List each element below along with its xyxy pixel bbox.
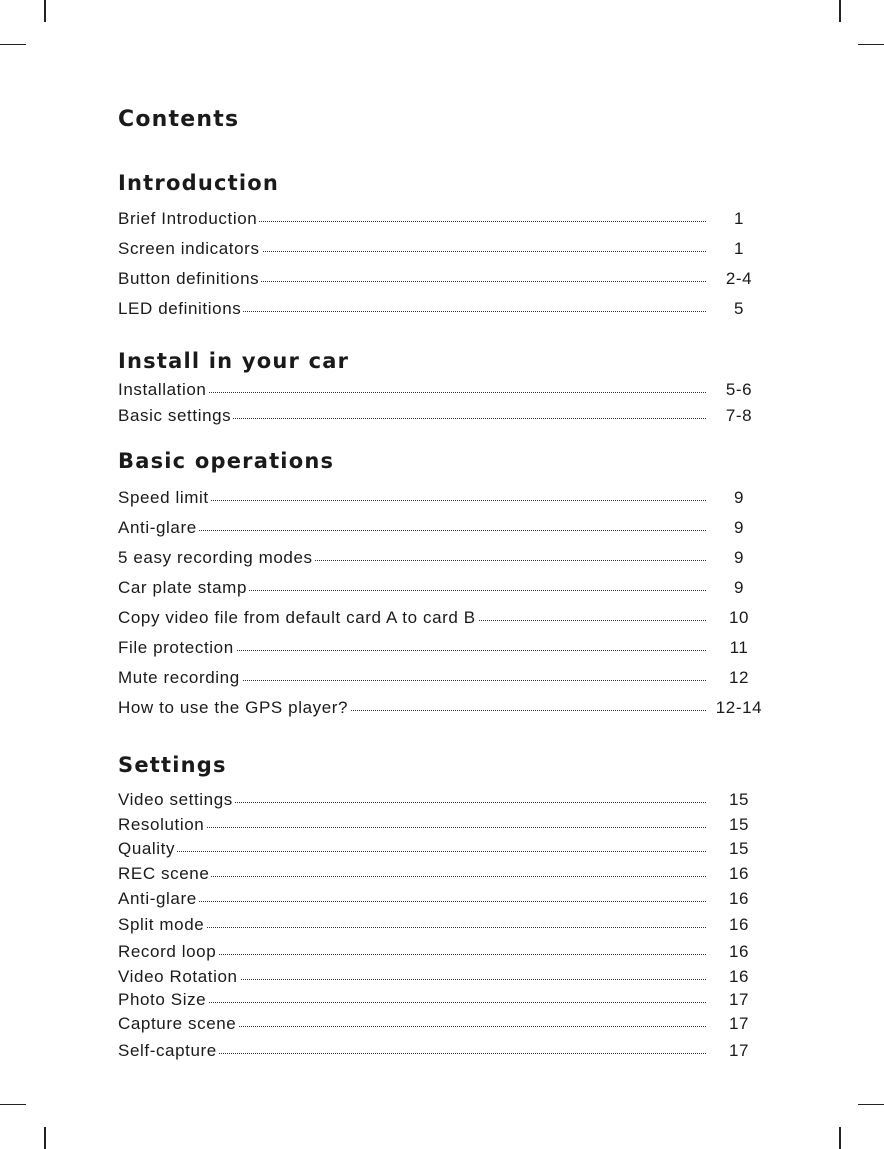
toc-entry-label: Photo Size xyxy=(118,990,207,1009)
toc-entry-page: 2-4 xyxy=(725,269,753,288)
leader-dots xyxy=(118,901,706,902)
toc-entry-label: Car plate stamp xyxy=(118,578,247,597)
toc-entry[interactable] xyxy=(118,208,768,230)
toc-entry-page: 16 xyxy=(728,889,750,908)
toc-entry-page: 16 xyxy=(728,942,750,961)
toc-entry-label: Anti-glare xyxy=(118,518,197,537)
toc-entry[interactable] xyxy=(118,637,768,659)
toc-entry-page: 9 xyxy=(733,578,745,597)
toc-entry-label: Self-capture xyxy=(118,1041,217,1060)
toc-entry-label: Copy video file from default card A to card B xyxy=(118,608,476,627)
section-heading-basic-operations: Basic operations xyxy=(118,449,335,473)
toc-entry-label: File protection xyxy=(118,638,234,657)
toc-entry-label: Split mode xyxy=(118,915,205,934)
section-heading-install: Install in your car xyxy=(118,349,350,373)
toc-entry-label: Screen indicators xyxy=(118,239,260,258)
toc-entry[interactable] xyxy=(118,966,768,988)
crop-mark-top-left-h xyxy=(0,44,26,45)
toc-entry-page: 15 xyxy=(728,790,750,809)
toc-entry[interactable] xyxy=(118,1013,768,1035)
toc-entry-page: 1 xyxy=(733,209,745,228)
crop-mark-bottom-right-h xyxy=(858,1104,884,1105)
toc-entry-label: Video Rotation xyxy=(118,967,238,986)
crop-mark-bottom-left xyxy=(44,1127,46,1149)
section-heading-settings: Settings xyxy=(118,753,227,777)
toc-entry-page: 17 xyxy=(728,1014,750,1033)
toc-entry-label: Capture scene xyxy=(118,1014,237,1033)
toc-entry[interactable] xyxy=(118,989,768,1011)
toc-entry-label: Button definitions xyxy=(118,269,260,288)
toc-entry-page: 16 xyxy=(728,915,750,934)
toc-entry-label: Record loop xyxy=(118,942,217,961)
toc-entry-label: REC scene xyxy=(118,864,210,883)
toc-entry-page: 15 xyxy=(728,839,750,858)
crop-mark-top-left xyxy=(44,0,46,22)
toc-entry-label: Video settings xyxy=(118,790,233,809)
page-title: Contents xyxy=(118,107,240,132)
leader-dots xyxy=(118,530,706,531)
toc-entry-page: 15 xyxy=(728,815,750,834)
toc-entry[interactable] xyxy=(118,1040,768,1062)
toc-entry[interactable] xyxy=(118,838,768,860)
toc-entry[interactable] xyxy=(118,577,768,599)
toc-entry[interactable] xyxy=(118,789,768,811)
toc-entry[interactable] xyxy=(118,298,768,320)
toc-entry[interactable] xyxy=(118,517,768,539)
toc-entry-label: Quality xyxy=(118,839,176,858)
toc-entry-label: Anti-glare xyxy=(118,889,197,908)
toc-entry[interactable] xyxy=(118,547,768,569)
crop-mark-bottom-right xyxy=(839,1127,841,1149)
toc-entry-label: LED definitions xyxy=(118,299,242,318)
toc-entry-page: 12 xyxy=(728,668,750,687)
toc-entry[interactable] xyxy=(118,941,768,963)
toc-entry[interactable] xyxy=(118,914,768,936)
toc-entry-page: 11 xyxy=(729,638,749,657)
toc-entry[interactable] xyxy=(118,268,768,290)
toc-entry[interactable] xyxy=(118,888,768,910)
toc-entry[interactable] xyxy=(118,487,768,509)
toc-entry-label: Basic settings xyxy=(118,406,232,425)
toc-entry-label: Speed limit xyxy=(118,488,209,507)
toc-entry-label: Installation xyxy=(118,380,207,399)
toc-entry-page: 9 xyxy=(733,518,745,537)
toc-entry-page: 16 xyxy=(728,864,750,883)
toc-entry[interactable] xyxy=(118,379,768,401)
toc-entry[interactable] xyxy=(118,863,768,885)
toc-entry-page: 17 xyxy=(728,990,750,1009)
toc-entry-label: 5 easy recording modes xyxy=(118,548,313,567)
crop-mark-bottom-left-h xyxy=(0,1104,26,1105)
leader-dots xyxy=(118,851,706,852)
toc-entry-label: Brief Introduction xyxy=(118,209,258,228)
toc-entry-label: How to use the GPS player? xyxy=(118,698,349,717)
toc-entry[interactable] xyxy=(118,814,768,836)
toc-entry[interactable] xyxy=(118,238,768,260)
toc-entry-page: 5-6 xyxy=(725,380,753,399)
toc-entry[interactable] xyxy=(118,667,768,689)
toc-entry-page: 9 xyxy=(733,548,745,567)
toc-entry-page: 7-8 xyxy=(725,406,753,425)
toc-entry-page: 1 xyxy=(733,239,745,258)
section-heading-introduction: Introduction xyxy=(118,171,280,195)
toc-entry-page: 16 xyxy=(728,967,750,986)
toc-entry-page: 5 xyxy=(733,299,745,318)
toc-entry-page: 12-14 xyxy=(715,698,763,717)
toc-entry-label: Mute recording xyxy=(118,668,240,687)
toc-entry[interactable] xyxy=(118,405,768,427)
toc-entry[interactable] xyxy=(118,607,768,629)
toc-entry-label: Resolution xyxy=(118,815,205,834)
toc-entry-page: 9 xyxy=(733,488,745,507)
crop-mark-top-right xyxy=(839,0,841,22)
crop-mark-top-right-h xyxy=(858,44,884,45)
toc-entry-page: 17 xyxy=(728,1041,750,1060)
toc-entry[interactable] xyxy=(118,697,768,719)
toc-entry-page: 10 xyxy=(728,608,750,627)
